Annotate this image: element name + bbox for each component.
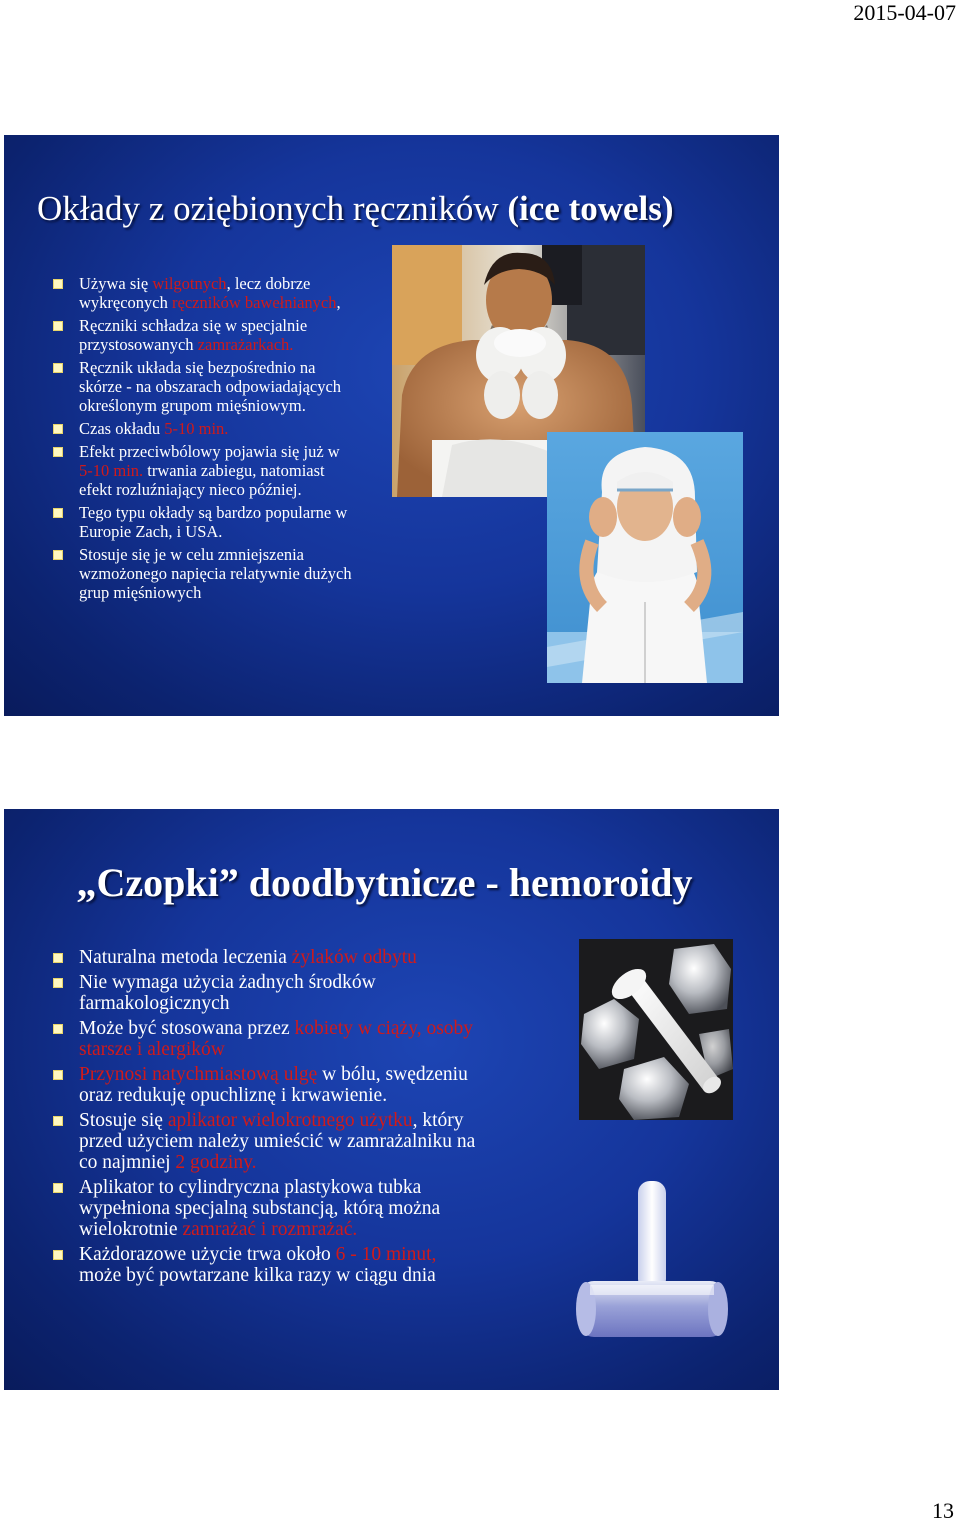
bullet-text: w bólu, swędzeniu oraz redukuję opuchliznę i krwawienie. (79, 1064, 468, 1106)
bullet-text: Aplikator to cylindryczna plastykowa tubka wypełniona specjalną substancją, którą można wielokrotnie (79, 1177, 441, 1240)
bullet-square-icon (53, 363, 63, 373)
bullet-item (52, 1110, 477, 1173)
title-bold: (ice towels) (507, 189, 674, 228)
bullet-item (52, 947, 477, 968)
woman-photo-image (547, 432, 743, 683)
bullet-item (52, 274, 352, 312)
bullet-text: , który przed użyciem należy umieścić w zamrażalniku na co najmniej (79, 1110, 476, 1173)
bullet-item (52, 442, 352, 499)
bullet-item (52, 972, 477, 1014)
bullet-item (52, 1018, 477, 1060)
bullet-item (52, 503, 352, 541)
photo-applicator-with-ice (579, 939, 733, 1120)
page-date: 2015-04-07 (853, 0, 956, 25)
highlighted-text: 6 - 10 minut, (335, 1244, 437, 1265)
bullet-square-icon (53, 508, 63, 518)
bullet-text: Każdorazowe użycie trwa około (79, 1244, 336, 1265)
highlighted-text: aplikator wielokrotnego użytku (167, 1110, 413, 1131)
slide-title (37, 189, 779, 229)
bullet-square-icon (53, 1250, 63, 1260)
bullet-item (52, 419, 352, 438)
bullet-item (52, 1244, 477, 1286)
bullet-square-icon (53, 953, 63, 963)
bullet-text: Ręcznik układa się bezpośrednio na skórze - na obszarach odpowiadających określonym grupom mięśniowym. (79, 358, 342, 415)
slide-title: „Czopki” doodbytnicze - hemoroidy (76, 860, 693, 905)
bullet-text: Może być stosowana przez (79, 1018, 295, 1039)
bullet-item (52, 316, 352, 354)
highlighted-text: 5-10 min. (164, 419, 229, 438)
bullet-text: Tego typu okłady są bardzo popularne w Europie Zach, i USA. (79, 503, 348, 541)
page-number: 13 (932, 1498, 954, 1523)
bullet-square-icon (53, 978, 63, 988)
bullet-square-icon (53, 447, 63, 457)
bullet-text: Stosuje się je w celu zmniejszenia wzmożonego napięcia relatywnie dużych grup mięśniowych (79, 545, 352, 602)
highlighted-text: Przynosi natychmiastową ulgę (79, 1064, 318, 1085)
highlighted-text: żylaków odbytu (291, 947, 417, 968)
highlighted-text: zamrażarkach. (197, 335, 294, 354)
bullet-square-icon (53, 550, 63, 560)
title-plain: Okłady z oziębionych ręczników (37, 189, 508, 228)
bullet-square-icon (53, 1070, 63, 1080)
photo-frosted-applicator (570, 1181, 734, 1343)
highlighted-text: ręczników bawełnianych (172, 293, 337, 312)
bullet-item (52, 1177, 477, 1240)
slide-ice-towels (4, 135, 779, 716)
photo-woman-with-ice-towel (547, 432, 743, 683)
bullet-text: Naturalna metoda leczenia (79, 947, 292, 968)
slide-suppositories (4, 809, 779, 1390)
bullet-square-icon (53, 424, 63, 434)
bullet-text: Ręczniki schładza się w specjalnie przystosowanych (79, 316, 308, 354)
bullet-text: Efekt przeciwbólowy pojawia się już w (79, 442, 340, 461)
bullet-list (52, 274, 352, 606)
bullet-text: Stosuje się (79, 1110, 168, 1131)
bullet-text: Czas okładu (79, 419, 165, 438)
frosted-applicator-image (570, 1181, 734, 1343)
bullet-text: trwania zabiegu, natomiast efekt rozluźniający nieco później. (79, 461, 325, 499)
highlighted-text: kobiety w ciąży, osoby starsze i alergików (79, 1018, 474, 1060)
bullet-square-icon (53, 1024, 63, 1034)
bullet-square-icon (53, 321, 63, 331)
bullet-square-icon (53, 1183, 63, 1193)
highlighted-text: 2 godziny. (175, 1152, 257, 1173)
bullet-list (52, 947, 477, 1290)
applicator-ice-image (579, 939, 733, 1120)
bullet-square-icon (53, 279, 63, 289)
highlighted-text: zamrażać i rozmrażać. (182, 1219, 358, 1240)
bullet-square-icon (53, 1116, 63, 1126)
bullet-text: , lecz dobrze wykręconych (79, 274, 311, 312)
bullet-text: może być powtarzane kilka razy w ciągu dnia (79, 1265, 436, 1286)
bullet-item (52, 358, 352, 415)
highlighted-text: wilgotnych (152, 274, 227, 293)
highlighted-text: 5-10 min. (79, 461, 144, 480)
bullet-text: Nie wymaga użycia żadnych środków farmakologicznych (79, 972, 376, 1014)
bullet-item (52, 545, 352, 602)
bullet-text: , (336, 293, 341, 312)
bullet-text: Używa się (79, 274, 153, 293)
bullet-item (52, 1064, 477, 1106)
